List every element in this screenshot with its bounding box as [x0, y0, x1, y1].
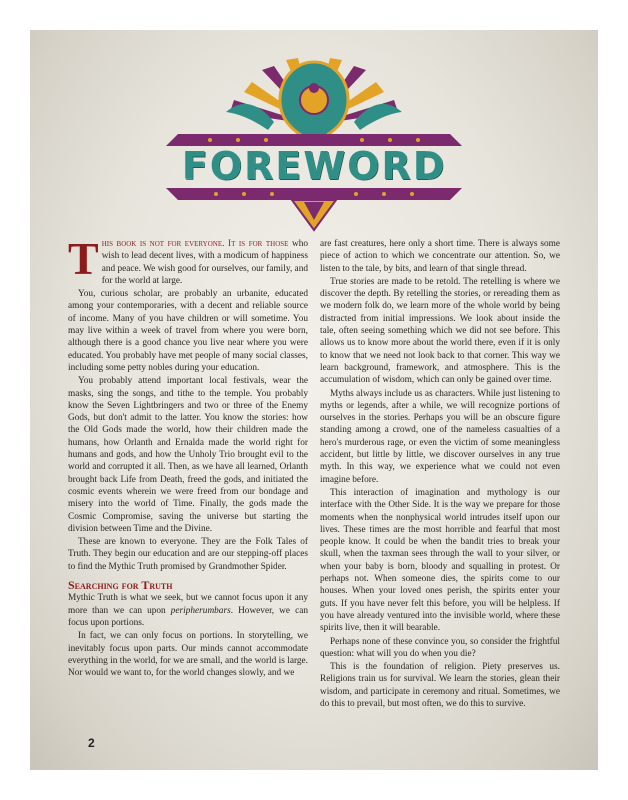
lead-in: his book is not for everyone. It is for those	[101, 239, 289, 249]
paragraph: Mythic Truth is what we seek, but we cannot focus upon it any more than we can upon peripherumbars. However, we can focus upon portions.	[68, 593, 308, 628]
paragraph: This interaction of imagination and mythology is our interface with the Other Side. It is the way we prepare for those moments when the nonphysical world intrudes itself upon our lives. These times are the most horrible and fearful that most people know. It could be when the bandit tries to break your skull, when the taxman sees through the wall to your silver, or when your baby is born, bloody and squalling in protest. Or perhaps not. When someone dies, the spirits come to our houses. When your loved ones perish, the spirits enter your guts. If you have never felt this before, you will be helpless. If you have already ventured into the invisible world, where these spirits live, then it will bearable.	[320, 487, 560, 634]
paragraph: Myths always include us as characters. While just listening to myths or legends, after a while, we will recognize portions of ourselves in the stories. Perhaps you will be an obscure figure standing among a crowd, one of the nameless casualties of a hero's murderous rage, or even the victim of some meaningless accident, but little by little, we discover ourselves in any true myth. In this way, we experience what we could not even imagine before.	[320, 388, 560, 485]
foreword-banner-ornament	[30, 30, 598, 240]
paragraph: True stories are made to be retold. The retelling is where we discover the depth. By retelling the stories, or rereading them as we modern folk do, we learn more of the whole world by being distracted from initial impressions. We look about inside the tale, often seeing something which we did not see before. This allows us to know more about the world there, even if it is only to know that we need not look back to that corner. This way we learn background, framework, and atmosphere. This is the accumulation of wisdom, which can only be gained over time.	[320, 276, 560, 386]
page	[30, 30, 598, 770]
paragraph: You probably attend important local festivals, wear the masks, sing the songs, and tithe to the temple. You probably know the Seven Lightbringers and two or three of the Enemy Gods, but don't admit to the latter. You know the stories: how the Old Gods made the world, how their children made the humans, how Orlanth and Ernalda made the world right for humans and gods, and how the Unholy Trio brought evil to the world and corrupted it all. Then, as we have all learned, Orlanth brought back Life from Death, freed the gods, and initiated the cosmic events wherein we were freed from our bondage and misery into the world of Time. Finally, the gods made the Cosmic Compromise, saving the universe but starting the division between Time and the Divine.	[68, 376, 308, 534]
page-title: FOREWORD	[181, 144, 447, 188]
paragraph: Perhaps none of these convince you, so consider the frightful question: what will you do when you die?	[320, 636, 560, 659]
opening-paragraph: This book is not for everyone. It is for those who wish to lead decent lives, with a modicum of happiness and peace. We wish good for ourselves, our family, and for the world at large.	[68, 233, 309, 286]
paragraph: In fact, we can only focus on portions. In storytelling, we inevitably focus upon parts. Our minds cannot accommodate everything in the world, for we are small, and the world is large. Nor would we want to, for the world changes slowly, and we	[68, 631, 308, 679]
section-heading: Searching for Truth	[68, 578, 173, 593]
paragraph: You, curious scholar, are probably an urbanite, educated among your contemporaries, with a decent and reliable source of income. Many of you have children or will sometime. You may live within a week of travel from where you were born, although there is a good chance you live near where you were educated. You probably have met people of many social classes, including some petty nobles during your education.	[68, 289, 308, 373]
paragraph: These are known to everyone. They are the Folk Tales of Truth. They begin our education and are our stepping-off places to find the Mythic Truth promised by Grandmother Spider.	[68, 537, 308, 572]
title-band-bottom	[166, 188, 462, 200]
paragraph: are fast creatures, here only a short time. There is always some piece of action to which we concentrate our attention. So, we listen to the tale, by bits, and learn of that single thread.	[320, 239, 560, 274]
paragraph: This is the foundation of religion. Piety preserves us. Religions train us for survival. We learn the stories, glean their wisdom, and participate in ceremony and ritual. Sometimes, we do this to prevail, but most often, we do this to survive.	[320, 662, 560, 709]
left-column	[68, 233, 309, 680]
drop-cap: T	[68, 233, 99, 284]
right-column	[320, 238, 560, 711]
page-number: 2	[88, 736, 95, 750]
